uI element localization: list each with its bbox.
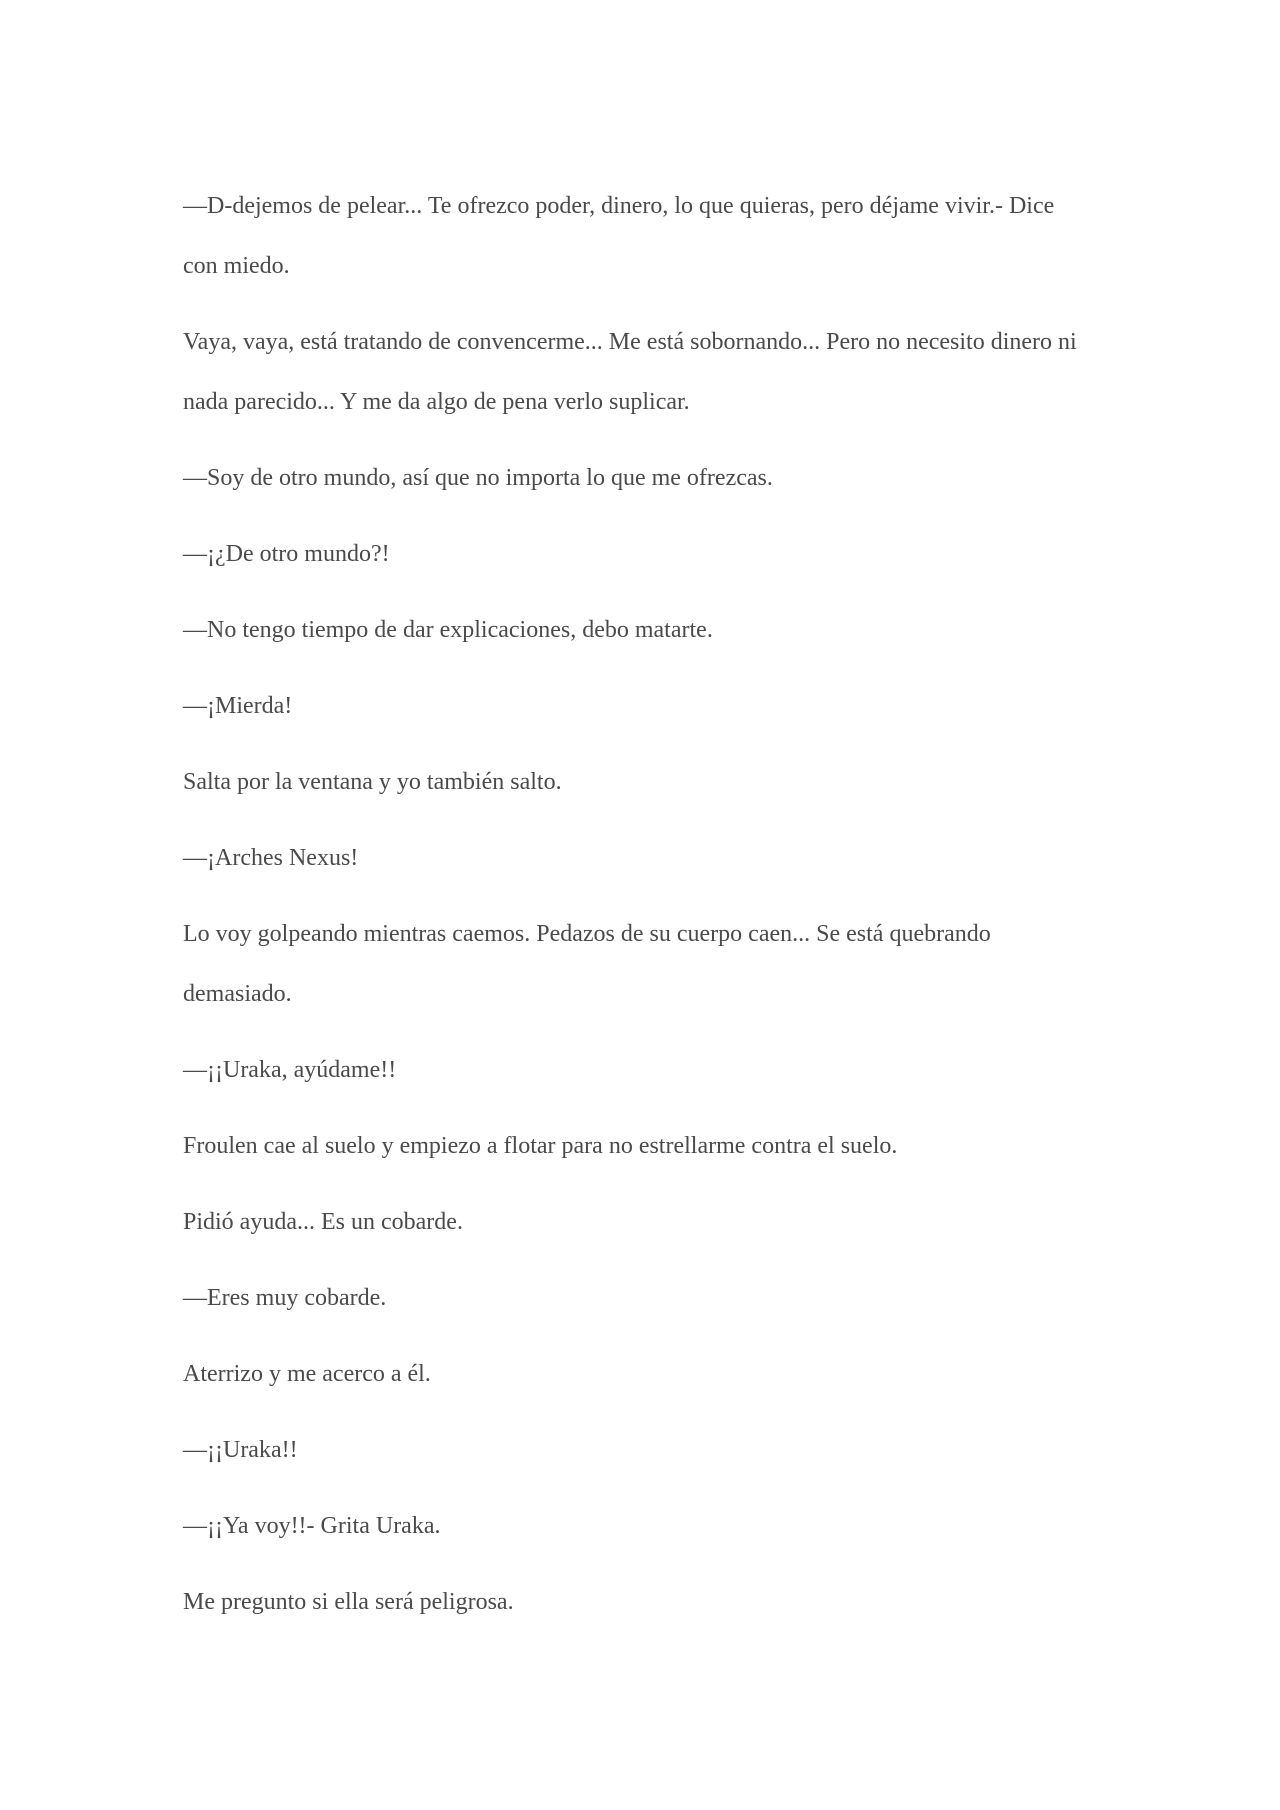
paragraph: Pidió ayuda... Es un cobarde.	[183, 1209, 463, 1235]
paragraph: Vaya, vaya, está tratando de convencerme... Me está sobornando... Pero no necesito dinero ni nada parecido... Y me da algo de pena verlo suplicar.	[183, 329, 1077, 415]
paragraph: —¡¡Uraka, ayúdame!!	[183, 1057, 397, 1083]
paragraph: —D-dejemos de pelear... Te ofrezco poder, dinero, lo que quieras, pero déjame vivir.- Dice con miedo.	[183, 193, 1055, 279]
document-body	[183, 176, 1083, 1648]
paragraph: —¡¿De otro mundo?!	[183, 541, 390, 567]
paragraph: —¡Mierda!	[183, 693, 293, 719]
paragraph: Froulen cae al suelo y empiezo a flotar para no estrellarme contra el suelo.	[183, 1133, 898, 1159]
paragraph: Aterrizo y me acerco a él.	[183, 1361, 431, 1387]
paragraph: Lo voy golpeando mientras caemos. Pedazos de su cuerpo caen... Se está quebrando demasiado.	[183, 921, 991, 1007]
paragraph: —No tengo tiempo de dar explicaciones, debo matarte.	[183, 617, 713, 643]
paragraph: —Eres muy cobarde.	[183, 1285, 387, 1311]
paragraph: Me pregunto si ella será peligrosa.	[183, 1589, 514, 1615]
paragraph: —Soy de otro mundo, así que no importa lo que me ofrezcas.	[183, 465, 773, 491]
paragraph: —¡Arches Nexus!	[183, 845, 359, 871]
paragraph: —¡¡Ya voy!!- Grita Uraka.	[183, 1513, 441, 1539]
paragraph: —¡¡Uraka!!	[183, 1437, 298, 1463]
paragraph: Salta por la ventana y yo también salto.	[183, 769, 562, 795]
